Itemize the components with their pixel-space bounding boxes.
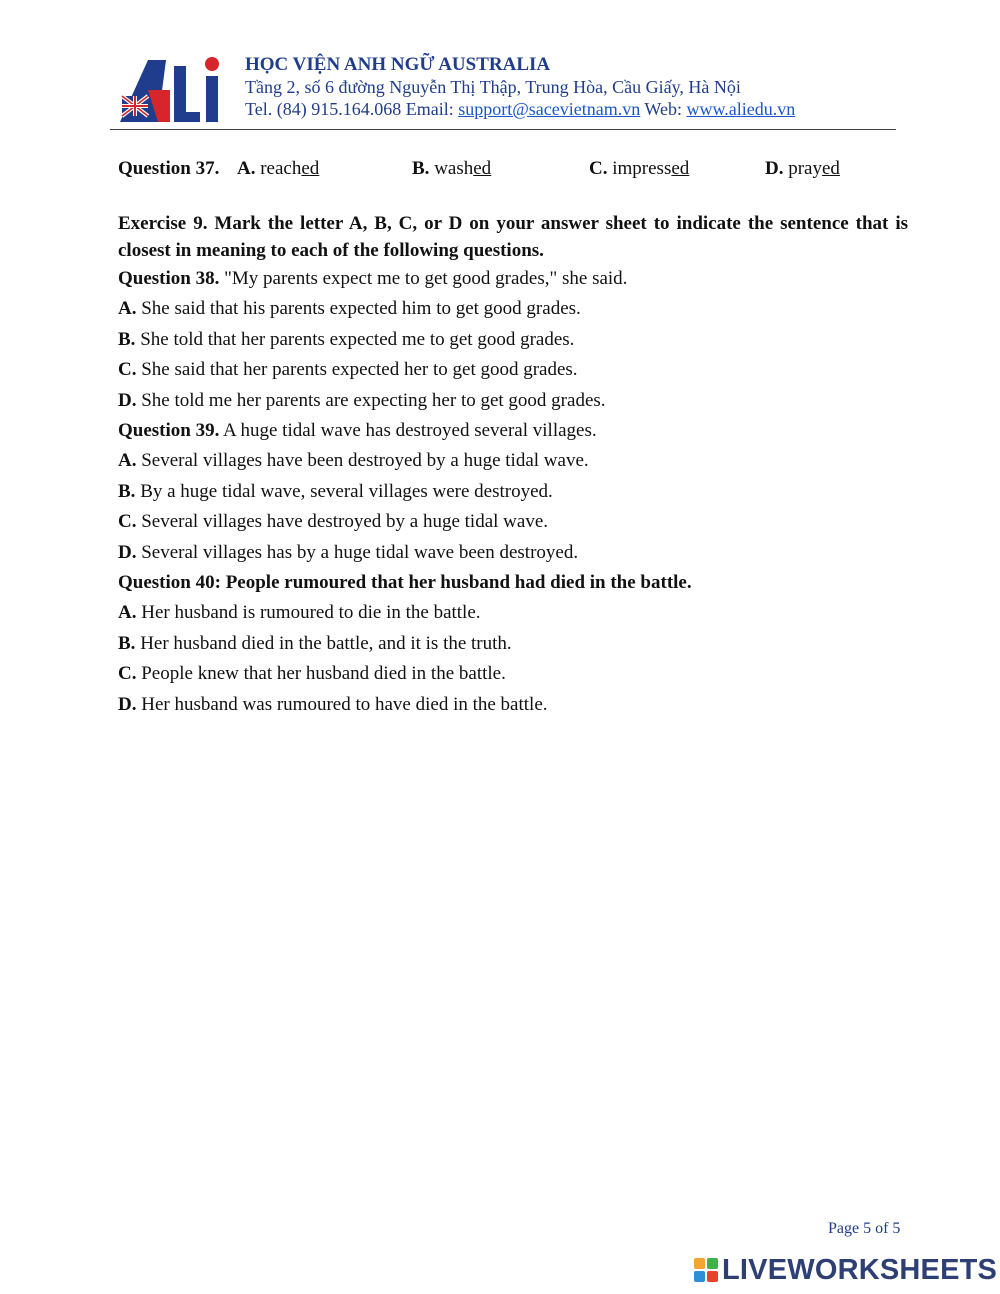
answer-option [118,355,908,385]
question-stem [118,416,908,446]
question-stem [118,568,908,598]
option-text: She said that her parents expected her to get good grades. [136,359,578,381]
question-text: A huge tidal wave has destroyed several villages. [219,420,597,442]
option-letter: B. [118,632,136,654]
answer-option [118,538,908,568]
page-number: Page 5 of 5 [828,1220,901,1237]
logo-block [694,1258,705,1269]
q37-option-b: B. washed [412,158,492,179]
option-text: By a huge tidal wave, several villages were destroyed. [135,480,553,502]
logo-block [694,1271,705,1282]
answer-option [118,325,908,355]
option-letter: B. [118,328,136,350]
option-letter: B. [118,480,136,502]
question-list [118,264,908,720]
header-text-block [245,54,795,120]
contact-line [245,98,795,120]
option-text: She said that his parents expected him to get good grades. [136,298,581,320]
option-letter: D. [118,693,137,715]
answer-option [118,690,908,720]
question-label: Question 37. [118,158,220,179]
answer-option [118,477,908,507]
email-link[interactable]: support@sacevietnam.vn [458,99,641,119]
option-text: Her husband is rumoured to die in the battle. [136,602,481,624]
q37-option-a: A. reached [237,158,320,179]
q37-option-d: D. prayed [765,158,840,179]
question-label: Question 40: [118,572,221,594]
liveworksheets-wordmark: LIVEWORKSHEETS [722,1253,998,1286]
option-text: Several villages has by a huge tidal wave been destroyed. [136,541,579,563]
option-letter: D. [118,389,137,411]
option-letter: C. [118,511,137,533]
option-letter: D. [118,541,137,563]
institute-address: Tầng 2, số 6 đường Nguyễn Thị Thập, Trung Hòa, Cầu Giấy, Hà Nội [245,77,741,97]
page-header [110,42,896,130]
option-text: Several villages have been destroyed by a huge tidal wave. [136,450,589,472]
question-37 [118,154,908,184]
question-text: "My parents expect me to get good grades," she said. [219,268,628,289]
option-letter: A. [118,450,137,472]
answer-option [118,386,908,416]
q37-option-c: C. impressed [589,158,690,179]
option-text: She told that her parents expected me to get good grades. [135,328,575,350]
answer-option [118,629,908,659]
liveworksheets-logo-icon [694,1258,718,1282]
header-divider [110,129,896,130]
option-text: Her husband was rumoured to have died in the battle. [136,693,548,715]
web-link[interactable]: www.aliedu.vn [686,99,796,119]
answer-option [118,294,908,324]
option-text: People knew that her husband died in the battle. [136,663,506,685]
logo-block [707,1258,718,1269]
institute-name: HỌC VIỆN ANH NGỮ AUSTRALIA [245,54,551,75]
option-letter: C. [118,663,137,685]
question-label: Question 39. [118,420,220,442]
option-text: Her husband died in the battle, and it is the truth. [135,632,512,654]
option-letter: A. [118,602,137,624]
web-label: Web: [640,99,687,119]
option-text: She told me her parents are expecting her to get good grades. [136,389,606,411]
question-text: People rumoured that her husband had died in the battle. [220,572,692,594]
tel-label: Tel. (84) 915.164.068 Email: [245,99,459,119]
logo-block [707,1271,718,1282]
option-letter: C. [118,359,137,381]
ali-logo [118,52,230,124]
answer-option [118,507,908,537]
exercise-instructions: Exercise 9. Mark the letter A, B, C, or D on your answer sheet to indicate the sentence that is closest in meaning to each of the following questions. [118,213,908,261]
answer-option [118,659,908,689]
liveworksheets-brand [694,1252,997,1288]
worksheet-content [118,154,908,720]
option-letter: A. [118,298,137,320]
question-stem [118,264,908,294]
question-label: Question 38. [118,268,220,289]
answer-option [118,598,908,628]
answer-option [118,446,908,476]
option-text: Several villages have destroyed by a huge tidal wave. [136,511,549,533]
